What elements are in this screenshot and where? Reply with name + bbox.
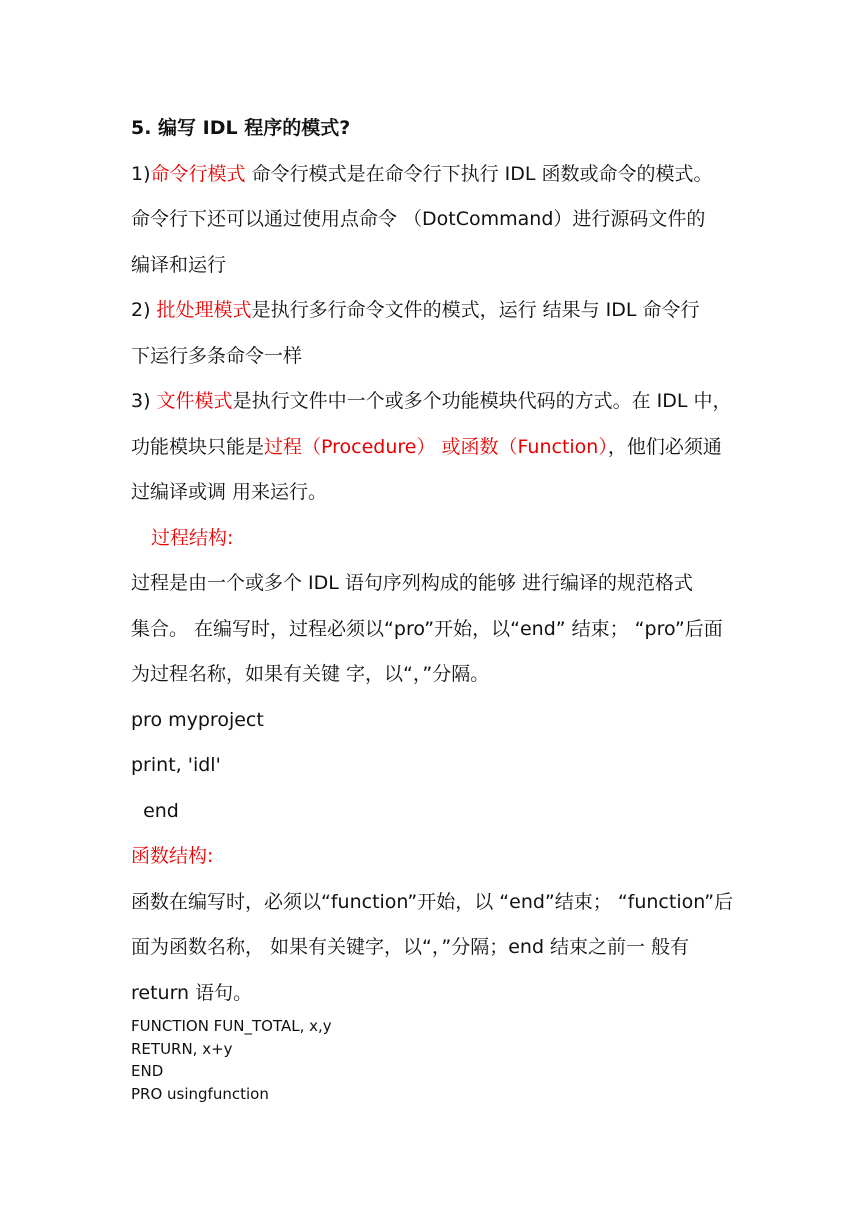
paragraph-1-line-2: 命令行下还可以通过使用点命令 （DotCommand）进行源码文件的 — [131, 208, 706, 230]
p1-prefix: 1) — [131, 163, 151, 185]
function-line-1: 函数在编写时，必须以“function”开始，以 “end”结束； “function”后 — [131, 891, 734, 913]
p3-line2-term: 过程（Procedure） 或函数（Function） — [264, 436, 608, 458]
function-code-line: PRO usingfunction — [131, 1085, 269, 1103]
p1-rest: 命令行模式是在命令行下执行 IDL 函数或命令的模式。 — [245, 163, 713, 185]
function-code-line: END — [131, 1062, 164, 1080]
paragraph-1-line-3: 编译和运行 — [131, 254, 227, 276]
paragraph-2-line-1 — [131, 298, 700, 322]
paragraph-3-line-2 — [131, 435, 722, 459]
function-line-3: return 语句。 — [131, 982, 253, 1004]
p3-rest: 是执行文件中一个或多个功能模块代码的方式。在 IDL 中， — [232, 390, 732, 412]
procedure-code-line: end — [131, 800, 179, 822]
paragraph-1-line-1 — [131, 162, 712, 186]
procedure-line-1: 过程是由一个或多个 IDL 语句序列构成的能够 进行编译的规范格式 — [131, 572, 693, 594]
section-heading: 5. 编写 IDL 程序的模式? — [131, 117, 351, 139]
procedure-line-3: 为过程名称，如果有关键 字，以“，”分隔。 — [131, 663, 490, 685]
p2-rest: 是执行多行命令文件的模式，运行 结果与 IDL 命令行 — [251, 299, 700, 321]
p3-line2-a: 功能模块只能是 — [131, 436, 265, 458]
p3-term: 文件模式 — [156, 390, 233, 412]
function-code-line: FUNCTION FUN_TOTAL, x,y — [131, 1017, 332, 1035]
paragraph-3-line-3: 过编译或调 用来运行。 — [131, 481, 328, 503]
procedure-line-2: 集合。 在编写时，过程必须以“pro”开始，以“end” 结束； “pro”后面 — [131, 618, 723, 640]
p2-prefix: 2) — [131, 299, 157, 321]
function-code-line: RETURN, x+y — [131, 1040, 233, 1058]
procedure-code-line: print, 'idl' — [131, 754, 221, 776]
p3-prefix: 3) — [131, 390, 157, 412]
p1-term: 命令行模式 — [150, 163, 246, 185]
p3-line2-b: ，他们必须通 — [607, 436, 722, 458]
function-line-2: 面为函数名称， 如果有关键字，以“，”分隔；end 结束之前一 般有 — [131, 936, 690, 958]
procedure-code-line: pro myproject — [131, 709, 264, 731]
p2-term: 批处理模式 — [156, 299, 252, 321]
paragraph-3-line-1 — [131, 389, 731, 413]
paragraph-2-line-2: 下运行多条命令一样 — [131, 345, 303, 367]
procedure-section-title: 过程结构: — [151, 527, 234, 549]
function-section-title: 函数结构: — [131, 845, 214, 867]
